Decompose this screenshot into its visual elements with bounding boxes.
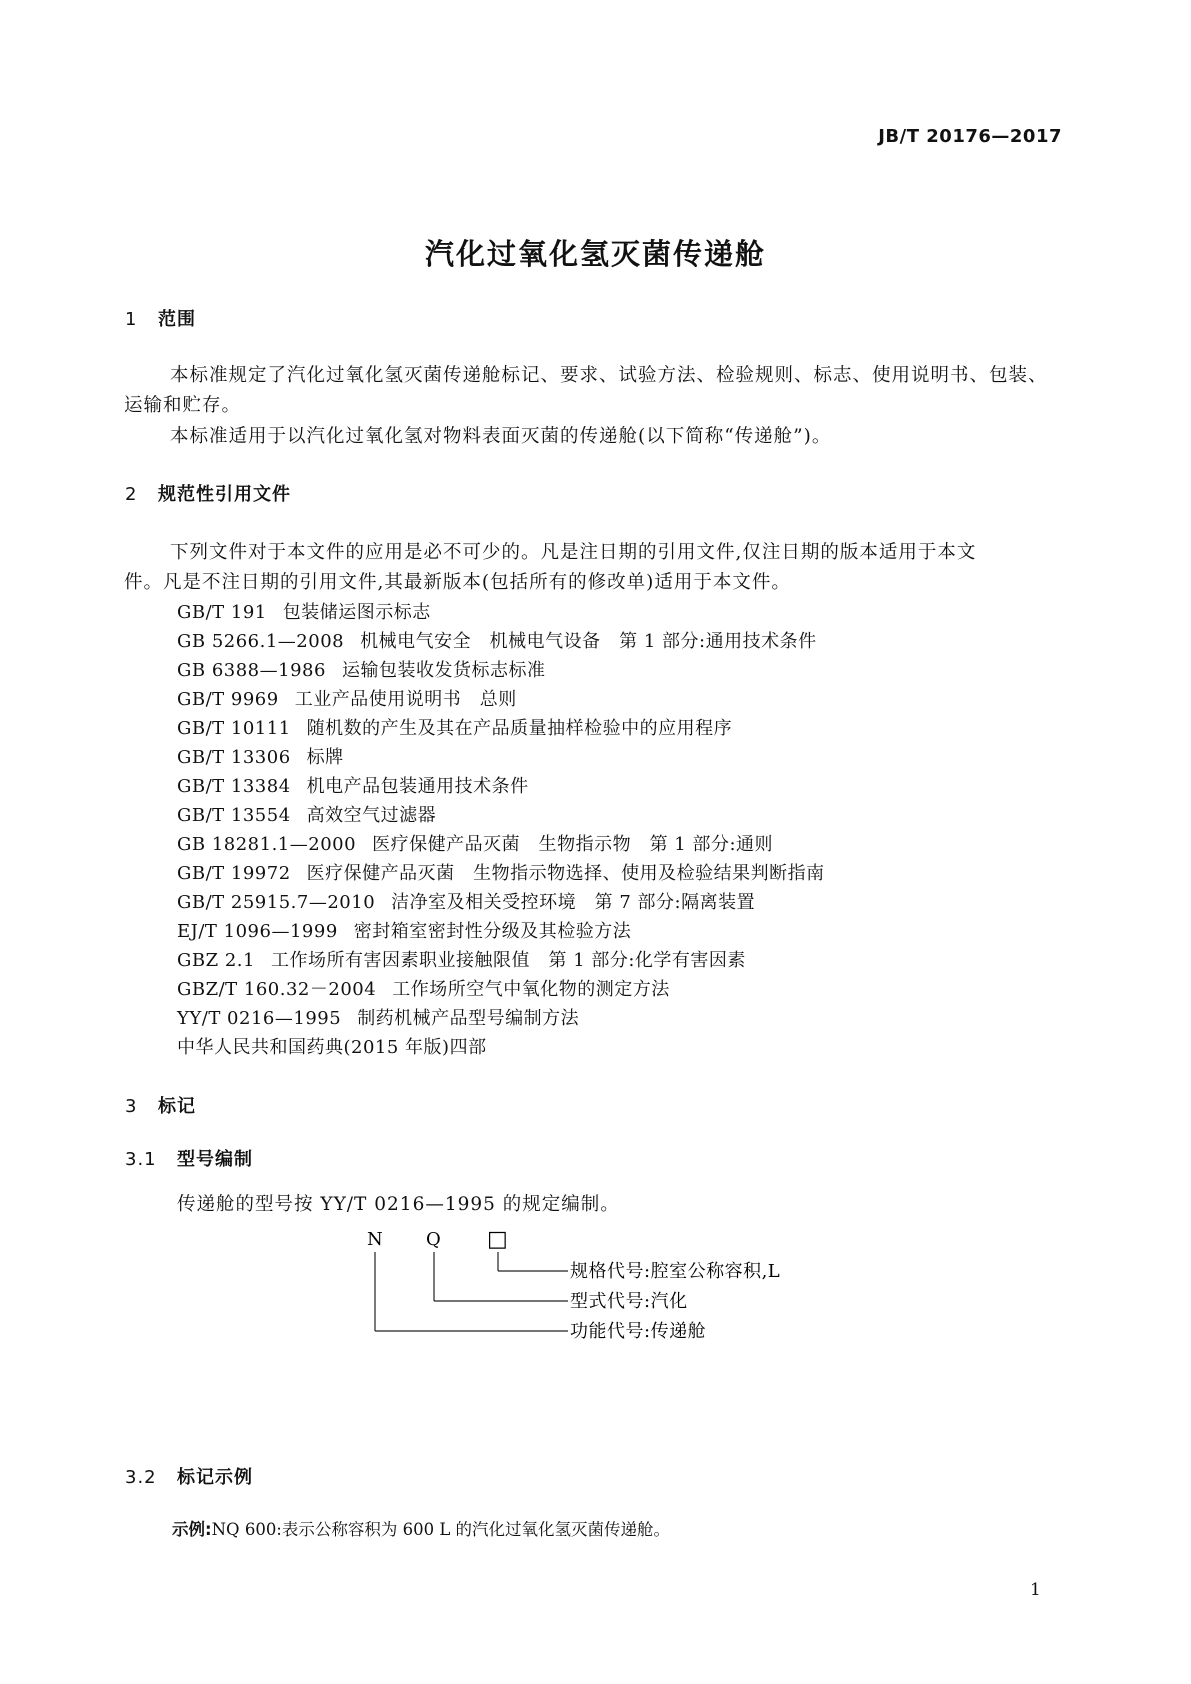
reference-code: EJ/T 1096—1999 — [177, 921, 338, 942]
reference-title: 高效空气过滤器 — [306, 805, 437, 826]
reference-title: 医疗保健产品灭菌 生物指示物 第 1 部分:通则 — [372, 834, 774, 855]
scope-paragraph-line: 运输和贮存。 — [124, 395, 242, 416]
reference-title: 机械电气安全 机械电气设备 第 1 部分:通用技术条件 — [360, 631, 817, 652]
reference-title: 工作场所有害因素职业接触限值 第 1 部分:化学有害因素 — [270, 950, 746, 971]
diagram-label-function: 功能代号:传递舱 — [570, 1321, 707, 1342]
section-title: 标记 — [158, 1096, 196, 1117]
reference-title: 密封箱室密封性分级及其检验方法 — [353, 921, 632, 942]
subsection-number: 3.2 — [125, 1467, 157, 1488]
subsection-number: 3.1 — [125, 1149, 157, 1170]
diagram-symbol-n: N — [367, 1229, 384, 1250]
reference-code: GB/T 191 — [177, 602, 267, 623]
refs-intro-line: 下列文件对于本文件的应用是必不可少的。凡是注日期的引用文件,仅注日期的版本适用于本文 — [170, 542, 977, 563]
reference-code: GB 6388—1986 — [177, 660, 326, 681]
section-title: 范围 — [158, 309, 196, 330]
standard-code: JB/T 20176—2017 — [878, 126, 1062, 147]
page-number: 1 — [1030, 1580, 1041, 1600]
example-label: 示例: — [172, 1520, 212, 1539]
reference-title: 洁净室及相关受控环境 第 7 部分:隔离装置 — [391, 892, 756, 913]
diagram-label-spec: 规格代号:腔室公称容积,L — [570, 1261, 781, 1282]
example-text: NQ 600:表示公称容积为 600 L 的汽化过氧化氢灭菌传递舱。 — [211, 1520, 671, 1539]
reference-title: 制药机械产品型号编制方法 — [357, 1008, 580, 1029]
reference-title: 运输包装收发货标志标准 — [341, 660, 546, 681]
reference-title: 包装储运图示标志 — [282, 602, 431, 623]
marking-example — [172, 1516, 670, 1540]
subsection-title: 标记示例 — [177, 1467, 253, 1488]
reference-code: YY/T 0216—1995 — [177, 1008, 342, 1029]
reference-title: 标牌 — [306, 747, 344, 768]
reference-code: GBZ 2.1 — [177, 950, 255, 971]
model-text: 传递舱的型号按 YY/T 0216—1995 的规定编制。 — [177, 1194, 620, 1215]
reference-code: GB 18281.1—2000 — [177, 834, 357, 855]
refs-intro-line: 件。凡是不注日期的引用文件,其最新版本(包括所有的修改单)适用于本文件。 — [124, 572, 791, 593]
reference-code: GB/T 10111 — [177, 718, 291, 739]
subsection-title: 型号编制 — [177, 1149, 253, 1170]
reference-title: 中华人民共和国药典(2015 年版)四部 — [177, 1037, 487, 1058]
reference-title: 机电产品包装通用技术条件 — [306, 776, 529, 797]
reference-title: 工业产品使用说明书 总则 — [294, 689, 517, 710]
reference-code: GB/T 19972 — [177, 863, 291, 884]
reference-title: 工作场所空气中氧化物的测定方法 — [392, 979, 670, 1000]
diagram-symbol-q: Q — [426, 1229, 442, 1250]
scope-paragraph: 本标准适用于以汽化过氧化氢对物料表面灭菌的传递舱(以下简称“传递舱”)。 — [170, 426, 832, 447]
reference-code: GB/T 13384 — [177, 776, 291, 797]
diagram-label-type: 型式代号:汽化 — [570, 1291, 688, 1312]
reference-code: GB/T 25915.7—2010 — [177, 892, 376, 913]
scope-paragraph-line: 本标准规定了汽化过氧化氢灭菌传递舱标记、要求、试验方法、检验规则、标志、使用说明书、包装、 — [170, 365, 1048, 386]
reference-code: GB 5266.1—2008 — [177, 631, 345, 652]
reference-title: 医疗保健产品灭菌 生物指示物选择、使用及检验结果判断指南 — [306, 863, 825, 884]
subsection-3-2-heading — [125, 1463, 253, 1489]
section-title: 规范性引用文件 — [158, 484, 291, 505]
reference-code: GB/T 9969 — [177, 689, 279, 710]
section-number: 1 — [125, 309, 138, 330]
section-number: 2 — [125, 484, 138, 505]
reference-code: GB/T 13306 — [177, 747, 291, 768]
reference-code: GB/T 13554 — [177, 805, 291, 826]
document-title: 汽化过氧化氢灭菌传递舱 — [424, 237, 766, 271]
diagram-symbol-box: □ — [487, 1227, 509, 1252]
reference-title: 随机数的产生及其在产品质量抽样检验中的应用程序 — [306, 718, 733, 739]
reference-code: GBZ/T 160.32－2004 — [177, 979, 377, 1000]
section-number: 3 — [125, 1096, 138, 1117]
